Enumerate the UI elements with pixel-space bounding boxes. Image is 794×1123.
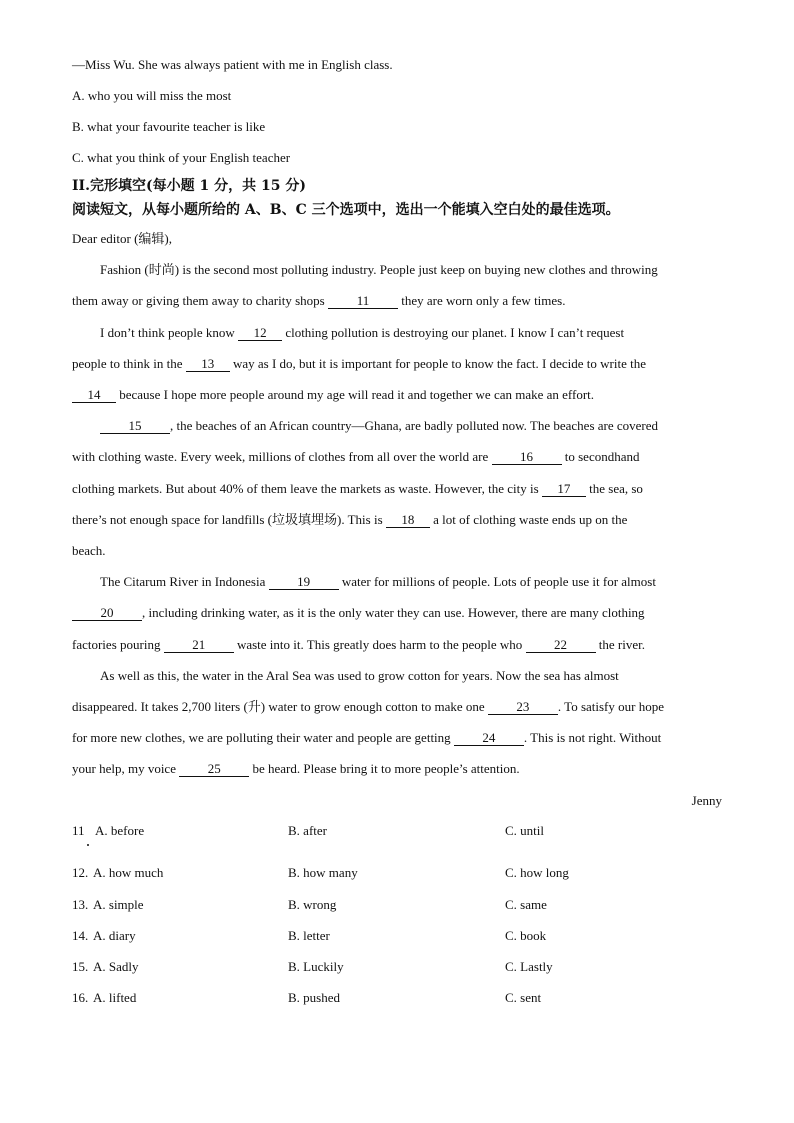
question-13-option-b[interactable]: B. wrong <box>288 897 337 912</box>
section-heading: II.完形填空(每小题 1 分，共 15 分) <box>72 178 306 194</box>
text: be heard. Please bring it to more people’s attention. <box>249 761 520 776</box>
blank-15[interactable]: 15 <box>100 419 170 434</box>
p5-line-3 <box>72 730 661 746</box>
blank-18[interactable]: 18 <box>386 513 430 528</box>
text: disappeared. It takes 2,700 liters (升) water to grow enough cotton to make one <box>72 699 488 714</box>
p4-line-3 <box>72 637 645 653</box>
letter-salutation: Dear editor (编辑), <box>72 231 172 246</box>
question-16-option-a[interactable]: A. lifted <box>93 990 137 1005</box>
p2-line-3 <box>72 387 594 403</box>
text: clothing pollution is destroying our planet. I know I can’t request <box>282 325 625 340</box>
question-13-option-c[interactable]: C. same <box>505 897 547 912</box>
text: with clothing waste. Every week, millions of clothes from all over the world are <box>72 449 492 464</box>
blank-20[interactable]: 20 <box>72 606 142 621</box>
letter-signature: Jenny <box>691 793 722 808</box>
text: , including drinking water, as it is the only water they can use. However, there are many clothing <box>142 605 645 620</box>
question-12-option-b[interactable]: B. how many <box>288 865 358 880</box>
question-14-option-b[interactable]: B. letter <box>288 928 330 943</box>
prev-option-a: A. who you will miss the most <box>72 88 232 103</box>
p5-line-4 <box>72 761 520 777</box>
p5-line-1: As well as this, the water in the Aral Sea was used to grow cotton for years. Now the sea has almost <box>100 668 619 683</box>
text: . This is not right. Without <box>523 730 662 745</box>
p3-line-1 <box>100 418 658 434</box>
question-12-option-c[interactable]: C. how long <box>505 865 569 880</box>
question-11-number: 11 <box>72 823 85 838</box>
p3-line-5: beach. <box>72 543 106 558</box>
blank-23[interactable]: 23 <box>488 700 558 715</box>
text: for more new clothes, we are polluting their water and people are getting <box>72 730 454 745</box>
question-15-option-c[interactable]: C. Lastly <box>505 959 553 974</box>
p1-line-1: Fashion (时尚) is the second most polluting industry. People just keep on buying new clothes and throwing <box>100 262 658 277</box>
text: the river. <box>595 637 646 652</box>
question-11-option-c[interactable]: C. until <box>505 823 545 838</box>
text: . To satisfy our hope <box>557 699 664 714</box>
text: them away or giving them away to charity shops <box>72 293 328 308</box>
text: clothing markets. But about 40% of them leave the markets as waste. However, the city is <box>72 481 542 496</box>
blank-12[interactable]: 12 <box>238 326 282 341</box>
question-16-number: 16. <box>72 990 89 1005</box>
question-15-option-b[interactable]: B. Luckily <box>288 959 344 974</box>
text: way as I do, but it is important for people to know the fact. I decide to write the <box>229 356 646 371</box>
question-14-option-c[interactable]: C. book <box>505 928 547 943</box>
p3-line-4 <box>72 512 627 528</box>
blank-13[interactable]: 13 <box>186 357 230 372</box>
question-15-number: 15. <box>72 959 89 974</box>
prev-option-b: B. what your favourite teacher is like <box>72 119 266 134</box>
p4-line-2 <box>72 605 645 621</box>
question-11-option-b[interactable]: B. after <box>288 823 327 838</box>
question-11-option-a[interactable]: A. before <box>95 823 145 838</box>
text: waste into it. This greatly does harm to the people who <box>233 637 526 652</box>
question-11-dot <box>87 844 89 846</box>
question-12-number: 12. <box>72 865 89 880</box>
question-14-option-a[interactable]: A. diary <box>93 928 136 943</box>
blank-21[interactable]: 21 <box>164 638 234 653</box>
p4-line-1 <box>100 574 656 590</box>
text: factories pouring <box>72 637 164 652</box>
blank-24[interactable]: 24 <box>454 731 524 746</box>
text: because I hope more people around my age will read it and together we can make an effort. <box>116 387 595 402</box>
text: people to think in the <box>72 356 186 371</box>
prev-option-c: C. what you think of your English teacher <box>72 150 291 165</box>
blank-14[interactable]: 14 <box>72 388 116 403</box>
text: a lot of clothing waste ends up on the <box>429 512 628 527</box>
blank-25[interactable]: 25 <box>179 762 249 777</box>
p5-line-2 <box>72 699 664 715</box>
text: , the beaches of an African country—Ghana, are badly polluted now. The beaches are covered <box>170 418 659 433</box>
blank-17[interactable]: 17 <box>542 482 586 497</box>
text: there’s not enough space for landfills (垃圾填埋场). This is <box>72 512 386 527</box>
text: to secondhand <box>561 449 640 464</box>
prev-answer-line: —Miss Wu. She was always patient with me in English class. <box>72 57 393 72</box>
question-16-option-b[interactable]: B. pushed <box>288 990 340 1005</box>
text: I don’t think people know <box>100 325 239 340</box>
p3-line-2 <box>72 449 639 465</box>
p2-line-1 <box>100 325 624 341</box>
blank-19[interactable]: 19 <box>269 575 339 590</box>
text: they are worn only a few times. <box>397 293 566 308</box>
p3-line-3 <box>72 481 643 497</box>
text: your help, my voice <box>72 761 180 776</box>
p2-line-2 <box>72 356 646 372</box>
question-13-option-a[interactable]: A. simple <box>93 897 144 912</box>
blank-22[interactable]: 22 <box>526 638 596 653</box>
question-12-option-a[interactable]: A. how much <box>93 865 164 880</box>
text: The Citarum River in Indonesia <box>100 574 269 589</box>
p1-line-2 <box>72 293 566 309</box>
question-16-option-c[interactable]: C. sent <box>505 990 542 1005</box>
section-instruction: 阅读短文，从每小题所给的 A、B、C 三个选项中，选出一个能填入空白处的最佳选项。 <box>72 202 620 218</box>
question-15-option-a[interactable]: A. Sadly <box>93 959 139 974</box>
text: water for millions of people. Lots of people use it for almost <box>338 574 656 589</box>
blank-16[interactable]: 16 <box>492 450 562 465</box>
blank-11[interactable]: 11 <box>328 294 398 309</box>
question-14-number: 14. <box>72 928 89 943</box>
text: the sea, so <box>585 481 643 496</box>
question-13-number: 13. <box>72 897 89 912</box>
